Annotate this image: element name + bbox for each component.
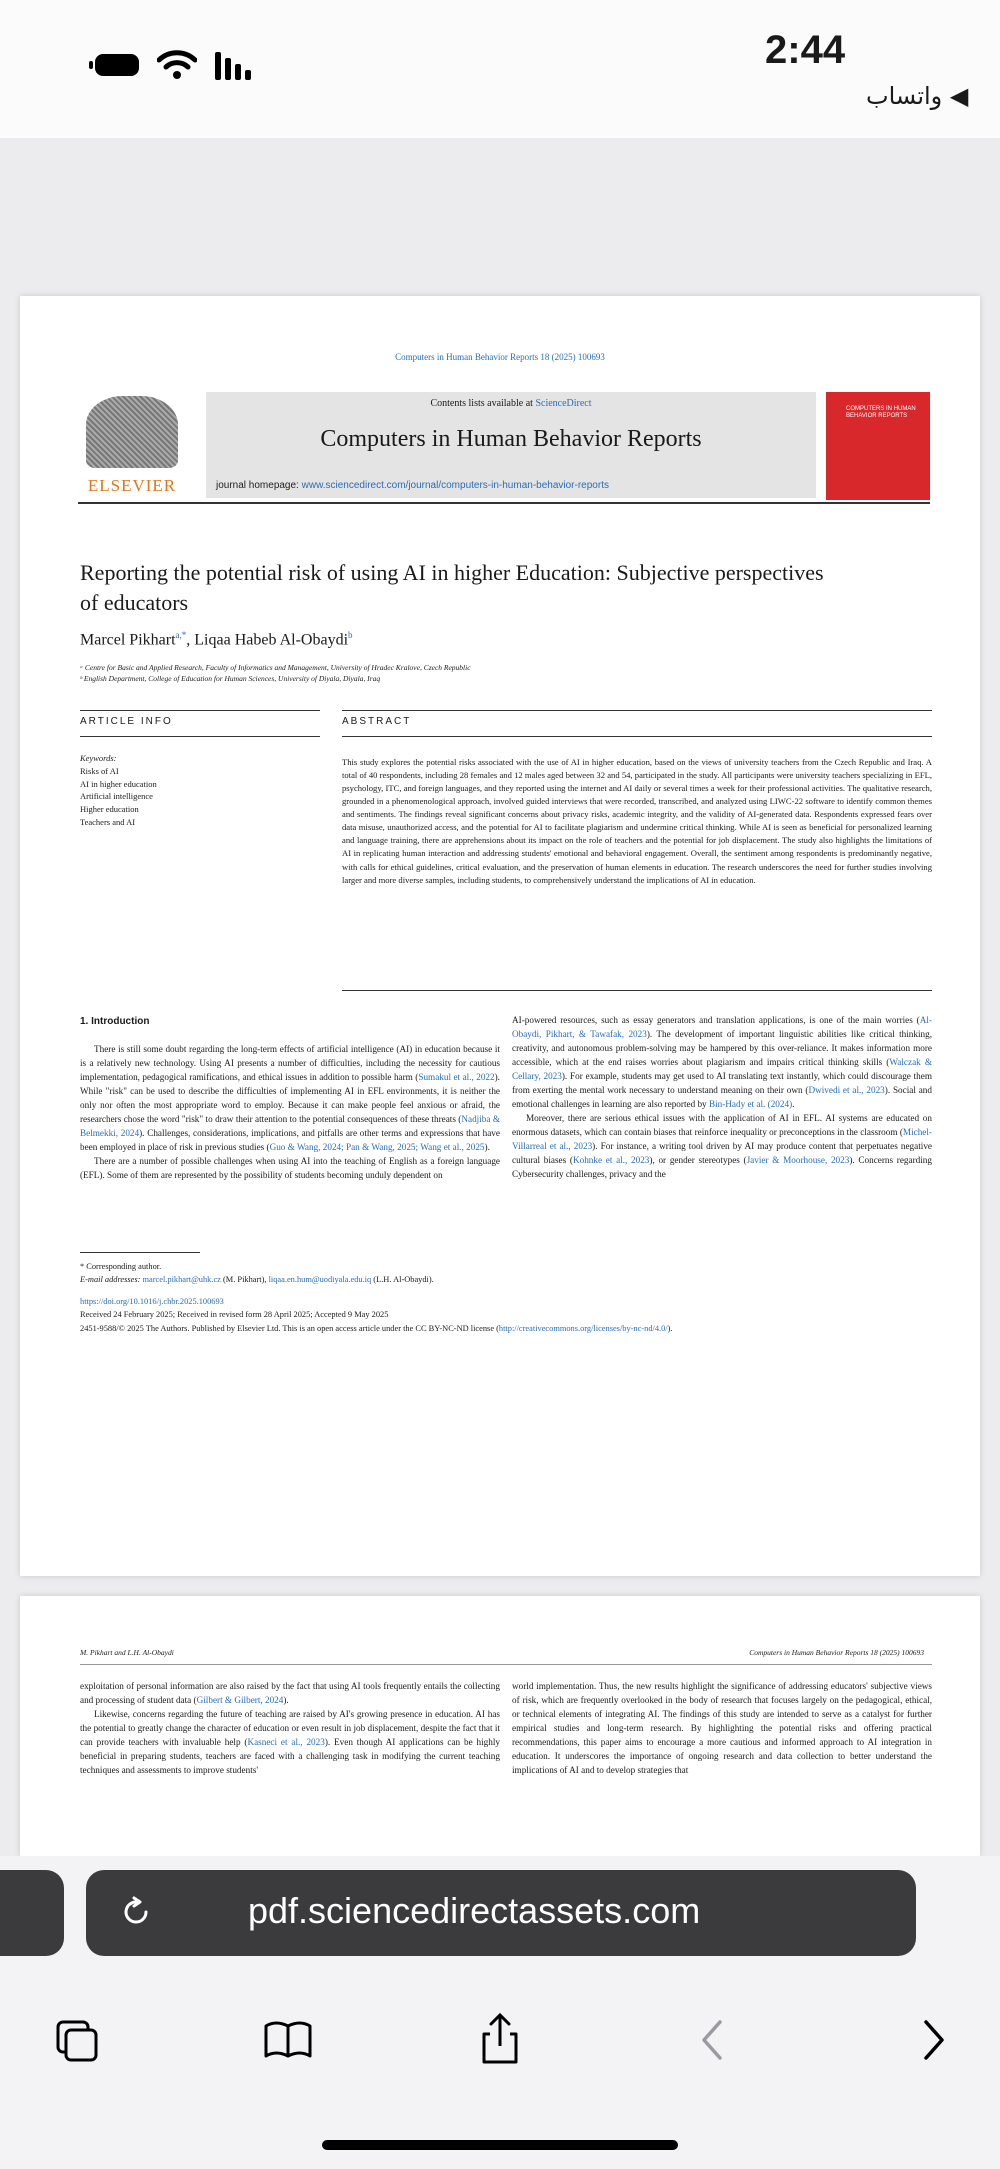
paragraph: There is still some doubt regarding the long-term effects of artificial intelligence (AI) in education because it is a relatively new technology. Using AI presents a number of difficulties, including the necessity for cautious implementation, pedagogical ramifications, and ethical issues in addition to possible harm (Sumakul et al., 2022). While "risk" can be used to describe the difficulties of implementing AI in EFL environments, it is neither the only nor often the most appropriate word to employ. Because it can make people feel anxious or afraid, the researchers chose the word "risk" to draw their attention to the potential consequences of these threats (Nadjiba & Belmekki, 2024). Challenges, considerations, implications, and pitfalls are other terms and expressions that have been employed in place of risk in previous studies (Guo & Wang, 2024; Pan & Wang, 2025; Wang et al., 2025). [80, 1044, 500, 1153]
keyword: Teachers and AI [80, 816, 136, 827]
bookmarks-icon[interactable] [258, 2010, 318, 2070]
corresponding-author: * Corresponding author. [80, 1262, 162, 1271]
paragraph: world implementation. Thus, the new results highlight the significance of addressing educators' subjective views of risk, which are frequently overlooked in the body of research that focuses largely on the pedagogical, ethical, or technical elements of integrating AI. The findings of this study are intended to serve as a catalyst for further empirical studies and long-term research. By highlighting the potential risks and offering practical recommendations, this paper aims to encourage a more cautious and informed approach to AI integration in education. It underscores the importance of ongoing research and data collection to better understand the implications of AI and to develop strategies that [512, 1681, 932, 1775]
running-header-right: Computers in Human Behavior Reports 18 (2025) 100693 [749, 1648, 924, 1657]
footnotes [80, 1260, 940, 1335]
share-icon[interactable] [470, 2010, 530, 2070]
author-list: Marcel Pikhart$^{a,*}$, Liqaa Habeb Al-Obaydi$^b$ [80, 630, 353, 649]
abstract-text: This study explores the potential risks associated with the use of AI in higher education, based on the views of university teachers from the Czech Republic and Iraq. A total of 40 respondents, including 28 females and 12 males aged between 32 and 54, participated in the study. All participants were university teachers specializing in EFL, psychology, ITC, and foreign languages, and they reported using the internet and AI daily or several times a week for their professional activities. The qualitative research, grounded in a phenomenological approach, involved guided interviews that were recorded, transcribed, and analyzed using LIWC-22 software to identify common themes and sentiments. The findings reveal significant concerns about privacy risks, academic integrity, and the validity of AI-generated data. Respondents expressed fears over data misuse, unauthorized access, and the potential for AI to facilitate plagiarism and undermine critical thinking. While AI is seen as beneficial for personalized learning and language training, there are apprehensions about its impact on the role of teachers and the potential for job displacement. The study also highlights the limitations of AI in replicating human interaction and addressing students' emotional and behavioral engagement. Overall, the sentiment among respondents is predominantly negative, with calls for ethical guidelines, critical evaluation, and the preservation of human elements in education. The research underscores the need for further studies involving larger and more diverse samples, including students, to comprehensively understand the implications of AI in education. [342, 757, 932, 885]
back-icon[interactable] [684, 2010, 744, 2070]
url-text[interactable]: pdf.sciencedirectassets.com [248, 1890, 701, 1931]
journal-citation-line[interactable]: Computers in Human Behavior Reports 18 (2025) 100693 [395, 352, 605, 362]
journal-masthead [78, 392, 930, 504]
page2-right-column [512, 1680, 932, 1778]
author-name[interactable]: Liqaa Habeb Al-Obaydi [194, 631, 349, 649]
section-heading: 1. Introduction [80, 1016, 150, 1027]
keyword: AI in higher education [80, 778, 157, 789]
keyword: Risks of AI [80, 765, 119, 776]
paragraph: There are a number of possible challenges when using AI into the teaching of English as a foreign language (EFL). Some of them are represented by the possibility of students becoming unduly dependent on [80, 1156, 500, 1181]
license: 2451-9588/© 2025 The Authors. Published by Elsevier Ltd. This is an open access article under the CC BY-NC-ND license (http://creativecommons.org/licenses/by-nc-nd/4.0/). [80, 1323, 673, 1333]
pdf-page-2 [20, 1596, 980, 1856]
emails: E-mail addresses: marcel.pikhart@uhk.cz (M. Pikhart), liqaa.en.hum@uodiyala.edu.iq (L.H. Al-Obaydi). [80, 1275, 434, 1285]
doi-link[interactable]: https://doi.org/10.1016/j.chbr.2025.100693 [80, 1296, 224, 1306]
pdf-page-1 [20, 296, 980, 1576]
intro-left-column [80, 1014, 500, 1183]
wifi-icon [157, 50, 197, 80]
page2-left-column [80, 1680, 500, 1778]
paragraph: Moreover, there are serious ethical issues with the application of AI in EFL. AI systems are educated on enormous datasets, which can contain biases that reinforce inequality or preconceptions in the classroom (Michel-Villarreal et al., 2023). For instance, a writing tool driven by AI may produce content that perpetuates negative cultural biases (Kohnke et al., 2023), or gender stereotypes (Javier & Moorhouse, 2023). Concerns regarding Cybersecurity challenges, privacy and the [512, 1112, 932, 1179]
home-indicator[interactable] [322, 2140, 678, 2150]
abstract-heading: ABSTRACT [342, 716, 412, 727]
affiliation-b: ᵇ English Department, College of Education for Human Sciences, University of Diyala, Diyala, Iraq [80, 674, 381, 684]
keywords: Keywords: Risks of AI AI in higher education Artificial intelligence Higher education Teachers and AI [80, 753, 157, 827]
tabs-icon[interactable] [48, 2010, 108, 2070]
reload-icon[interactable] [116, 1892, 156, 1932]
previous-tab-pill[interactable] [0, 1870, 64, 1956]
status-bar [0, 0, 1000, 138]
sciencedirect-link[interactable]: ScienceDirect [535, 398, 592, 409]
running-header-left: M. Pikhart and L.H. Al-Obaydi [80, 1648, 174, 1657]
keyword: Higher education [80, 804, 139, 814]
keyword: Artificial intelligence [80, 791, 153, 802]
author-name[interactable]: Marcel Pikhart [80, 631, 176, 649]
battery-icon [95, 54, 139, 76]
status-time: 2:44 [765, 28, 846, 72]
elsevier-wordmark: ELSEVIER [87, 476, 177, 495]
journal-cover-image: COMPUTERS IN HUMAN BEHAVIOR REPORTS [826, 392, 930, 500]
elsevier-logo [78, 392, 186, 500]
elsevier-tree-icon [86, 396, 178, 468]
status-icons [95, 50, 251, 80]
intro-right-column [512, 1014, 932, 1182]
received-dates: Received 24 February 2025; Received in revised form 28 April 2025; Accepted 9 May 2025 [80, 1310, 389, 1320]
affiliations [80, 662, 471, 685]
journal-title: Computers in Human Behavior Reports [320, 426, 702, 452]
back-to-app-link[interactable]: ◀ واتساب [866, 82, 969, 110]
cellular-signal-icon [215, 50, 251, 80]
contents-available: Contents lists available at ScienceDirect [430, 398, 592, 409]
license-link[interactable]: http://creativecommons.org/licenses/by-nc-nd/4.0/ [498, 1323, 668, 1333]
article-title: Reporting the potential risk of using AI in higher Education: Subjective perspectives of educators [80, 560, 824, 615]
email-link[interactable]: liqaa.en.hum@uodiyala.edu.iq [268, 1275, 372, 1285]
paragraph: Likewise, concerns regarding the future of teaching are raised by AI's growing presence in education. AI has the potential to greatly change the character of education or even result in job displacement, despite the fact that it can provide teachers with invaluable help (Kasneci et al., 2023). Even though AI applications can be highly beneficial in preparing students, teachers are faced with a challenging task in modifying the current teaching techniques and assessments to improve students' [80, 1708, 500, 1775]
journal-banner [206, 392, 816, 498]
forward-icon[interactable] [904, 2010, 964, 2070]
affiliation-a: ᵃ Centre for Basic and Applied Research, Faculty of Informatics and Management, University of Hradec Kralove, Czech Republic [80, 663, 471, 672]
address-bar[interactable] [86, 1870, 916, 1956]
journal-homepage: journal homepage: www.sciencedirect.com/journal/computers-in-human-behavior-reports [216, 480, 609, 491]
email-link[interactable]: marcel.pikhart@uhk.cz [142, 1275, 221, 1285]
paragraph: AI-powered resources, such as essay generators and translation applications, is one of the main worries (Al-Obaydi, Pikhart, & Tawafak, 2023). The development of important linguistic abilities like critical thinking, creativity, and autonomous problem-solving may be hampered by this over-reliance. It makes information more accessible, which at the end raises worries about plagiarism and impairs critical thinking skills (Walczak & Cellary, 2023). For example, students may get used to AI translating text instantly, which could discourage them from exerting the mental work necessary to understand meaning on their own (Dwivedi et al., 2023). Social and emotional challenges in learning are also reported by Bin-Hady et al. (2024). [512, 1015, 932, 1109]
paragraph: exploitation of personal information are also raised by the fact that using AI tools frequently entails the collecting and processing of student data (Gilbert & Gilbert, 2024). [80, 1681, 500, 1705]
journal-homepage-link[interactable]: www.sciencedirect.com/journal/computers-in-human-behavior-reports [301, 480, 609, 491]
article-info-heading: ARTICLE INFO [80, 716, 173, 727]
